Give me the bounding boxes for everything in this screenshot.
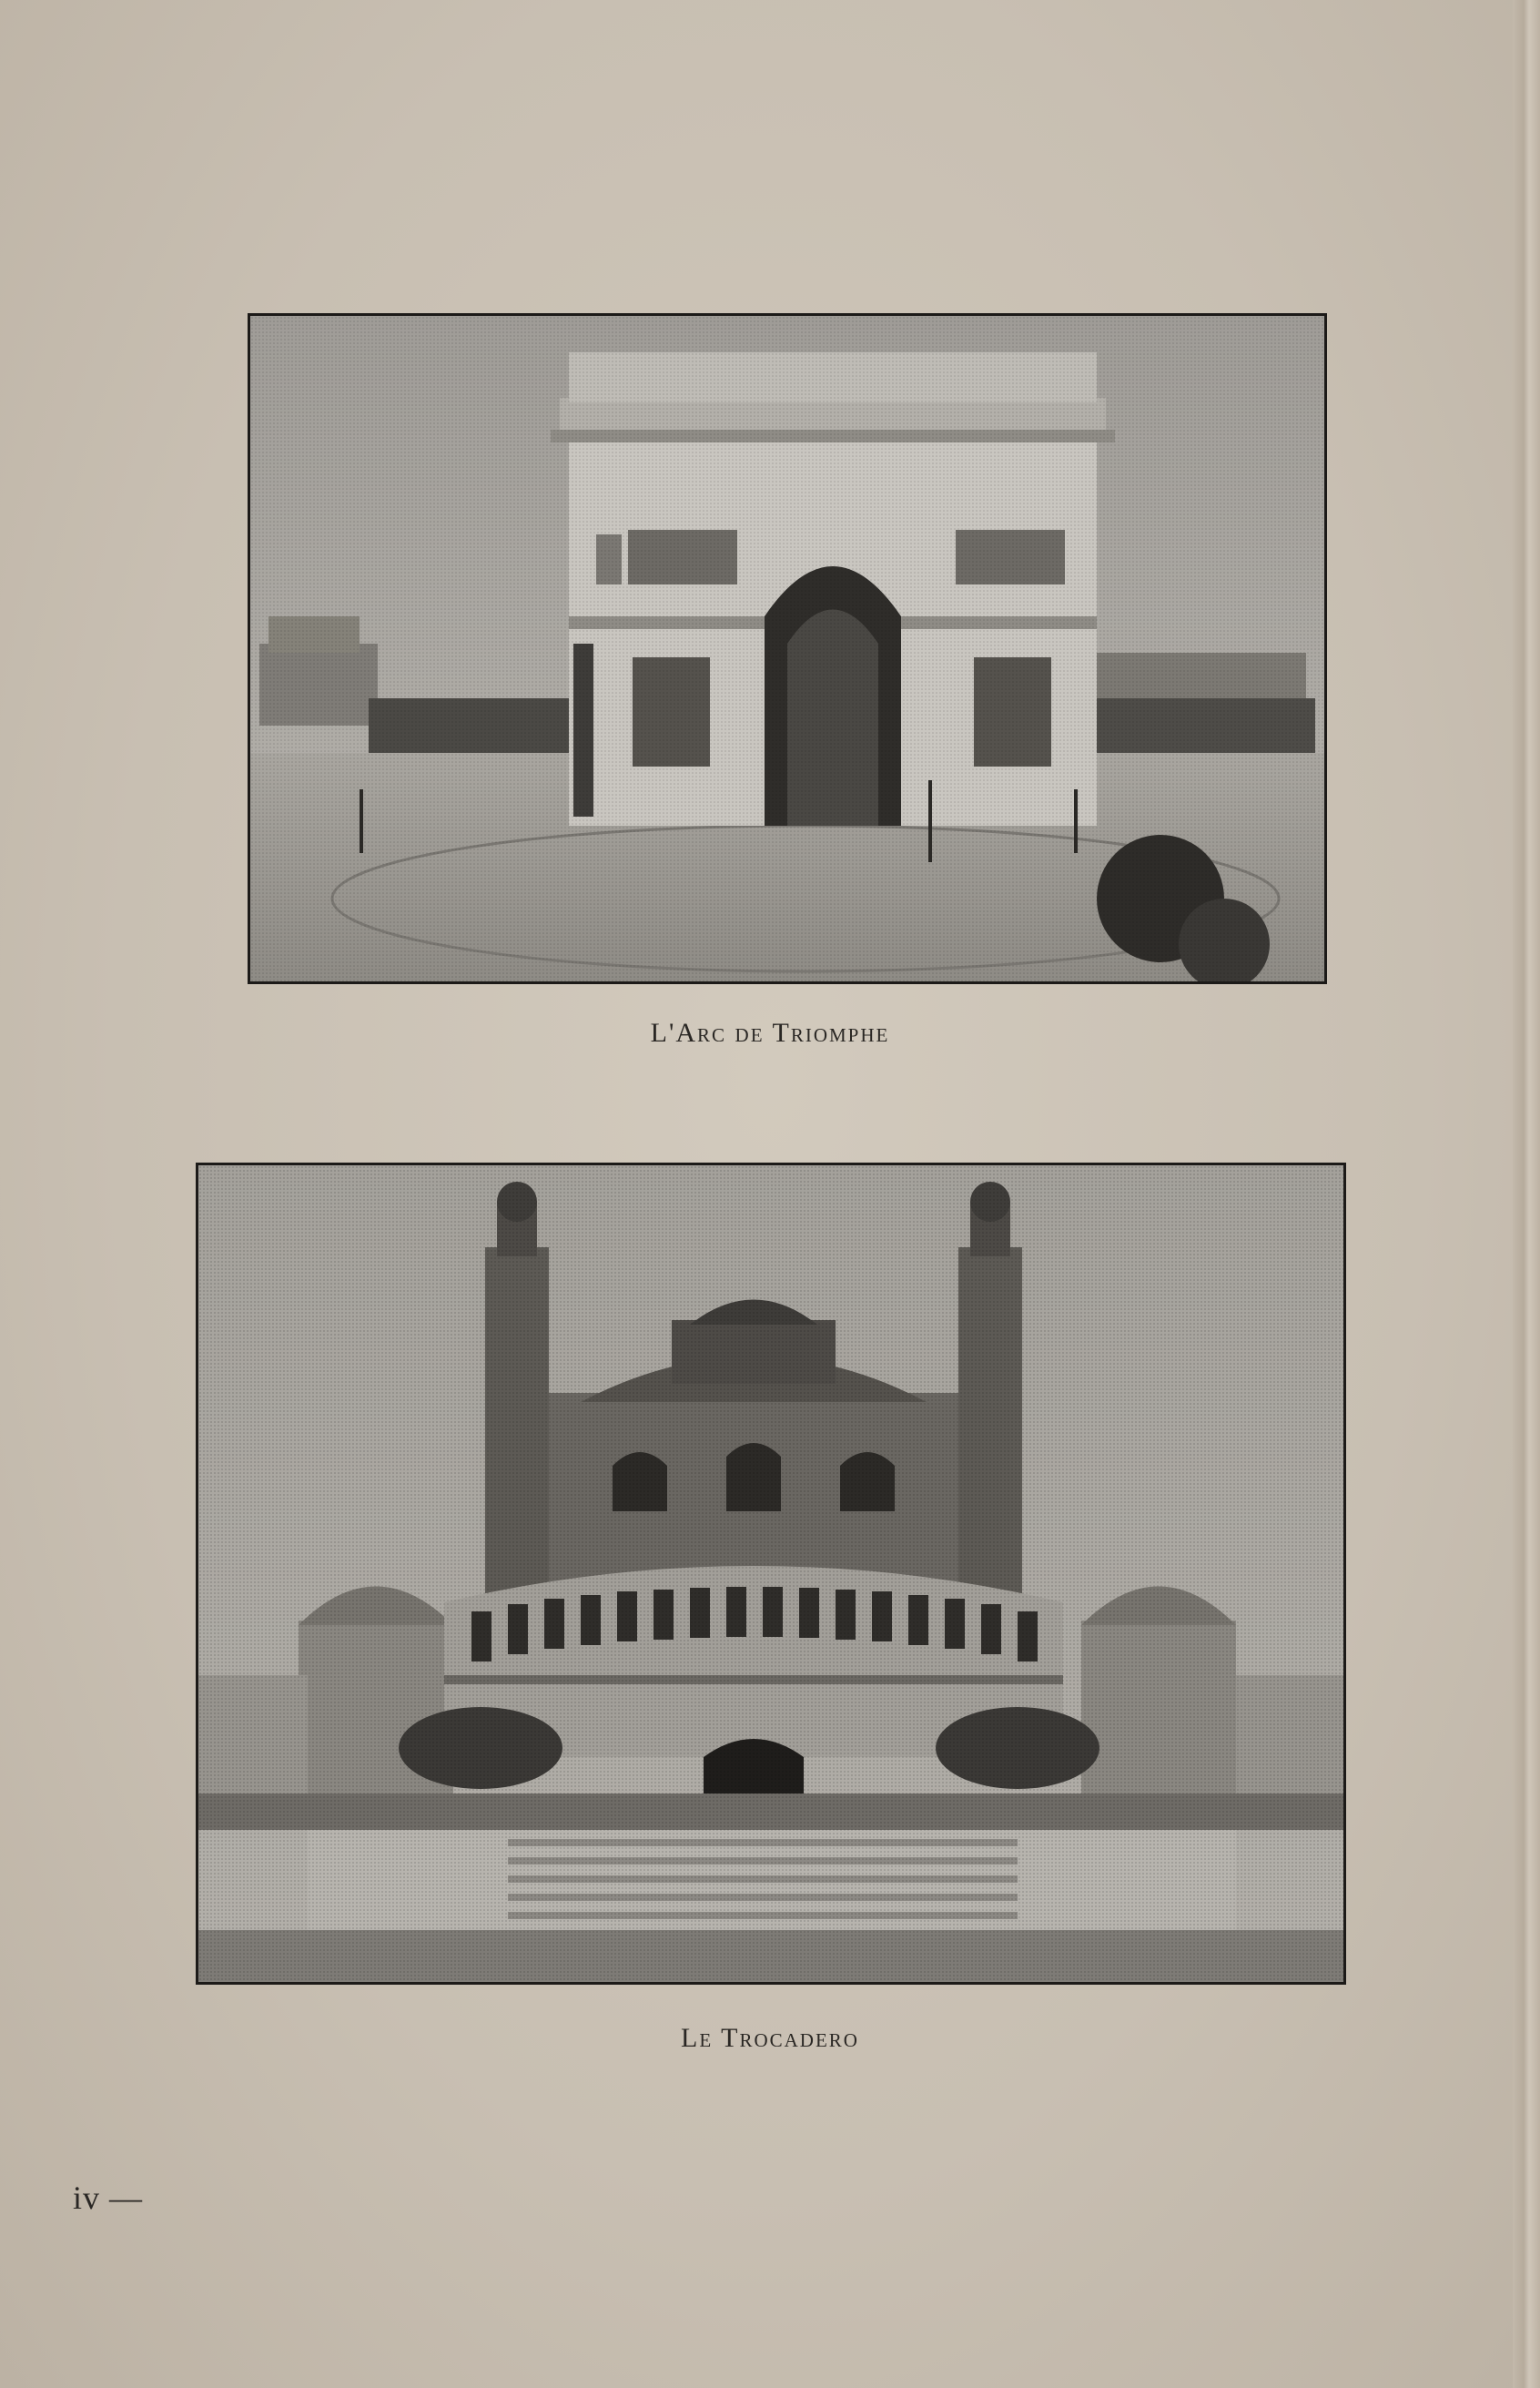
arc-de-triomphe-photo bbox=[248, 313, 1327, 984]
trocadero-palace-photo bbox=[196, 1163, 1346, 1985]
trocadero-palace-illustration bbox=[198, 1165, 1343, 1982]
trocadero-caption: Le Trocadero bbox=[681, 2023, 859, 2053]
arc-de-triomphe-illustration bbox=[250, 316, 1324, 981]
arc-de-triomphe-caption: L'Arc de Triomphe bbox=[650, 1018, 890, 1048]
page-number: iv — bbox=[73, 2180, 144, 2216]
